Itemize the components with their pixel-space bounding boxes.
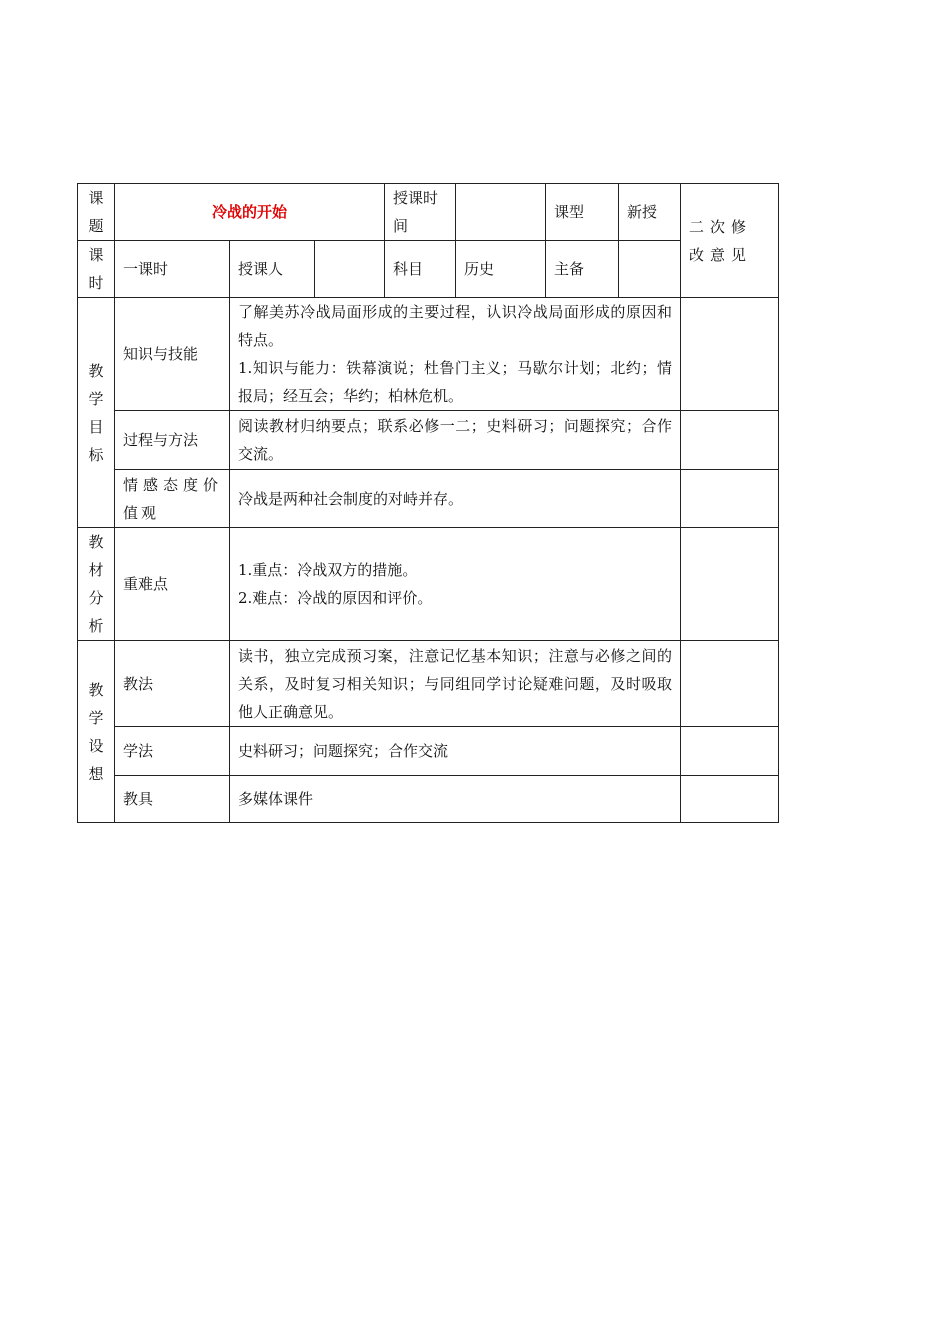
header-row-topic: [78, 184, 779, 241]
teacher-value: [315, 241, 385, 298]
revision-cell: [681, 470, 779, 528]
knowledge-points: 1.知识与能力：铁幕演说；杜鲁门主义；马歇尔计划；北约；情报局；经互会；华约；柏林危机。: [238, 359, 672, 405]
lead-value: [619, 241, 681, 298]
objectives-process-row: [78, 411, 779, 470]
subject-label: 科目: [385, 241, 456, 298]
revision-cell: [681, 528, 779, 641]
objectives-knowledge-row: [78, 298, 779, 411]
teaching-method-label: 教法: [115, 641, 230, 727]
design-section-label: 教 学 设 想: [78, 641, 115, 823]
design-tools-row: [78, 776, 779, 823]
study-method-label: 学法: [115, 727, 230, 776]
analysis-row: [78, 528, 779, 641]
teach-time-value: [456, 184, 546, 241]
period-value: 一课时: [115, 241, 230, 298]
revision-cell: [681, 727, 779, 776]
key-difficult-text: [230, 528, 681, 641]
revision-cell: [681, 776, 779, 823]
key-point: 1.重点：冷战双方的措施。: [238, 561, 418, 579]
emotion-label: 情感态度价值观: [115, 470, 230, 528]
teaching-tools-text: 多媒体课件: [230, 776, 681, 823]
teaching-method-text: 读书，独立完成预习案，注意记忆基本知识；注意与必修之间的关系，及时复习相关知识；与同组同学讨论疑难问题，及时吸取他人正确意见。: [230, 641, 681, 727]
lesson-type-value: 新授: [619, 184, 681, 241]
header-row-period: [78, 241, 779, 298]
lesson-title: 冷战的开始: [115, 184, 385, 241]
objectives-emotion-row: [78, 470, 779, 528]
difficult-point: 2.难点：冷战的原因和评价。: [238, 589, 433, 607]
analysis-section-label: 教 材 分 析: [78, 528, 115, 641]
knowledge-text: [230, 298, 681, 411]
objectives-section-label: 教 学 目 标: [78, 298, 115, 528]
teacher-label: 授课人: [230, 241, 315, 298]
design-method-row: [78, 641, 779, 727]
period-label: 课 时: [78, 241, 115, 298]
revision-cell: [681, 641, 779, 727]
process-text: 阅读教材归纳要点；联系必修一二；史料研习；问题探究；合作交流。: [230, 411, 681, 470]
topic-label: 课 题: [78, 184, 115, 241]
revision-cell: [681, 298, 779, 411]
revision-label: 二次修改意见: [681, 184, 779, 298]
subject-value: 历史: [456, 241, 546, 298]
knowledge-label: 知识与技能: [115, 298, 230, 411]
teach-time-label: 授课时间: [385, 184, 456, 241]
lesson-type-label: 课型: [546, 184, 619, 241]
study-method-text: 史料研习；问题探究；合作交流: [230, 727, 681, 776]
process-label: 过程与方法: [115, 411, 230, 470]
emotion-text: 冷战是两种社会制度的对峙并存。: [230, 470, 681, 528]
teaching-tools-label: 教具: [115, 776, 230, 823]
knowledge-intro: 了解美苏冷战局面形成的主要过程，认识冷战局面形成的原因和特点。: [238, 303, 672, 349]
revision-cell: [681, 411, 779, 470]
lesson-plan-table: [77, 183, 779, 823]
design-study-row: [78, 727, 779, 776]
key-difficult-label: 重难点: [115, 528, 230, 641]
lead-label: 主备: [546, 241, 619, 298]
